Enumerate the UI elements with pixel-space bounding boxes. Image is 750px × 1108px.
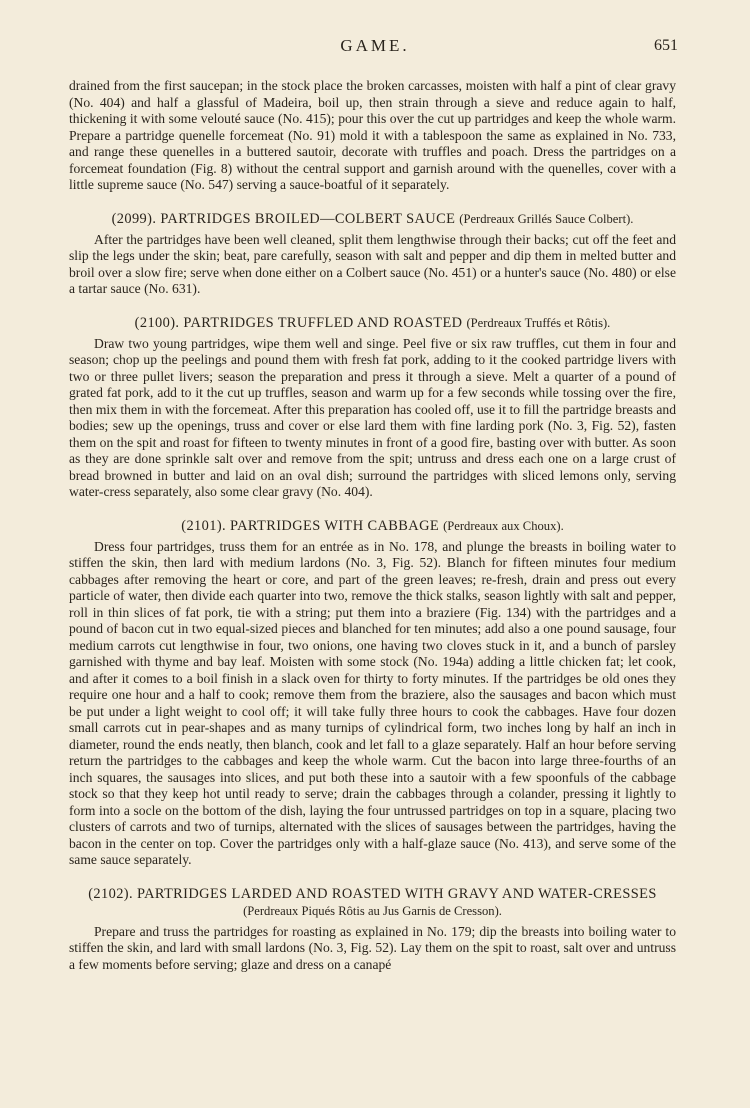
recipe-heading-2099	[69, 211, 676, 228]
recipe-heading-2101	[69, 518, 676, 535]
running-head: GAME.	[340, 36, 410, 55]
recipe-title: PARTRIDGES WITH CABBAGE	[230, 517, 440, 534]
recipe-french-title: (Perdreaux Truffés et Rôtis).	[466, 315, 611, 330]
recipe-heading-2102	[69, 886, 676, 903]
recipe-title: PARTRIDGES LARDED AND ROASTED WITH GRAVY AND WATER-CRESSES	[136, 885, 657, 902]
recipe-number: (2101).	[181, 517, 227, 534]
recipe-text-2102: Prepare and truss the partridges for roasting as explained in No. 179; dip the breasts into boiling water to stiffen the skin, and lard with small lardons (No. 3, Fig. 52). Lay them on the spit to roast, salt over and untruss a few moments before serving; glaze and dress on a canapé	[69, 923, 676, 972]
continuation-paragraph: drained from the first saucepan; in the stock place the broken carcasses, moisten with half a pint of clear gravy (No. 404) and half a glassful of Madeira, boil up, then strain through a sieve and reduce again to half, thickening it with some velouté sauce (No. 415); pour this over the cut up partridges and keep the whole warm. Prepare a partridge quenelle forcemeat (No. 91) mold it with a tablespoon the same as explained in No. 733, and range these quenelles in a buttered sautoir, decorate with truffles and poach. Dress the partridges on a forcemeat foundation (Fig. 8) without the central support and garnish around with the quenelles, cover with a little supreme sauce (No. 547) serving a sauce-boatful of it separately.	[69, 78, 676, 192]
recipe-french-title: (Perdreaux Piqués Rôtis au Jus Garnis de Cresson).	[243, 903, 502, 918]
recipe-number: (2102).	[88, 885, 133, 902]
recipe-french-title: (Perdreaux aux Choux).	[443, 518, 564, 533]
recipe-text-2099: After the partridges have been well cleaned, split them lengthwise through their backs; cut off the feet and slip the legs under the skin; beat, pare carefully, season with salt and pepper and dip them in melted butter and broil over a slow fire; serve when done either on a Colbert sauce (No. 451) or a hunter's sauce (No. 480) or else a tartar sauce (No. 631).	[69, 231, 676, 296]
recipe-number: (2100).	[134, 314, 180, 331]
recipe-number: (2099).	[111, 210, 157, 227]
recipe-text-2101: Dress four partridges, truss them for an entrée as in No. 178, and plunge the breasts in boiling water to stiffen the skin, then lard with medium lardons (No. 3, Fig. 52). Blanch for fifteen minutes four medium cabbages after removing the heart or core, and part of the green leaves; re-fresh, drain and press out every particle of water, then divide each quarter into two, remove the thick stalks, season lightly with salt and pepper, roll in thin slices of fat pork, tie with a string; put them into a braziere (Fig. 134) with the partridges and a pound of bacon cut in two equal-sized pieces and blanched for ten minutes; add also a one pound sausage, four medium carrots cut lengthwise in four, two onions, one having two cloves stuck in it, and a bunch of parsley garnished with thyme and bay leaf. Moisten with some stock (No. 194a) adding a little chicken fat; let cook, and after it comes to a boil finish in a slack oven for thirty to forty minutes. If the partridges be old ones they require one hour and a half to cook; remove them from the braziere, also the sausages and bacon which must be put under a light weight to cool off; it will take fully three hours to cook the cabbages. Have four dozen small carrots cut in pear-shapes and as many turnips of cylindrical form, two inches long by half an inch in diameter, round the ends neatly, then blanch, cook and let fall to a glaze separately. Half an hour before serving return the partridges to the cabbages and keep the whole warm. Cut the bacon into large three-fourths of an inch squares, the sausages into slices, and put both these into a sautoir with a few spoonfuls of the cabbage stock so that they keep hot until ready to serve; drain the cabbages through a colander, pressing it lightly to form into a socle on the bottom of the dish, laying the four untrussed partridges on top in a square, placing two clusters of carrots and two of turnips, alternated with the slices of sausages between the partridges, having the bacon in the center on top. Cover the partridges only with a half-glaze sauce (No. 413), and serve some of the same sauce separately.	[69, 538, 676, 867]
recipe-heading-2100	[69, 315, 676, 332]
page-body	[69, 78, 676, 973]
recipe-title: PARTRIDGES BROILED—COLBERT SAUCE	[160, 210, 456, 227]
page-number: 651	[654, 37, 678, 54]
recipe-text-2100: Draw two young partridges, wipe them well and singe. Peel five or six raw truffles, cut them in four and season; chop up the peelings and pound them with fresh fat pork, adding to it the cooked partridge livers with two or three pullet livers; season the preparation and press it through a sieve. Melt a quarter of a pound of grated fat pork, add to it the cut up truffles, season and warm up for a few seconds while tossing over the fire, then mix them in with the forcemeat. After this preparation has cooled off, use it to fill the partridge breasts and bodies; sew up the openings, truss and cover or else lard them with fine larding pork (No. 3, Fig. 52), fasten them on the spit and roast for fifteen to twenty minutes in front of a good fire, basting over with butter. As soon as they are done sprinkle salt over and remove from the spit; untruss and dress each one on a large crust of bread browned in butter and laid on an oval dish; surround the partridges with sliced lemons only, serving water-cress separately, also some clear gravy (No. 404).	[69, 335, 676, 499]
recipe-title: PARTRIDGES TRUFFLED AND ROASTED	[183, 314, 463, 331]
recipe-french-title: (Perdreaux Grillés Sauce Colbert).	[459, 211, 634, 226]
page-header	[0, 34, 750, 60]
